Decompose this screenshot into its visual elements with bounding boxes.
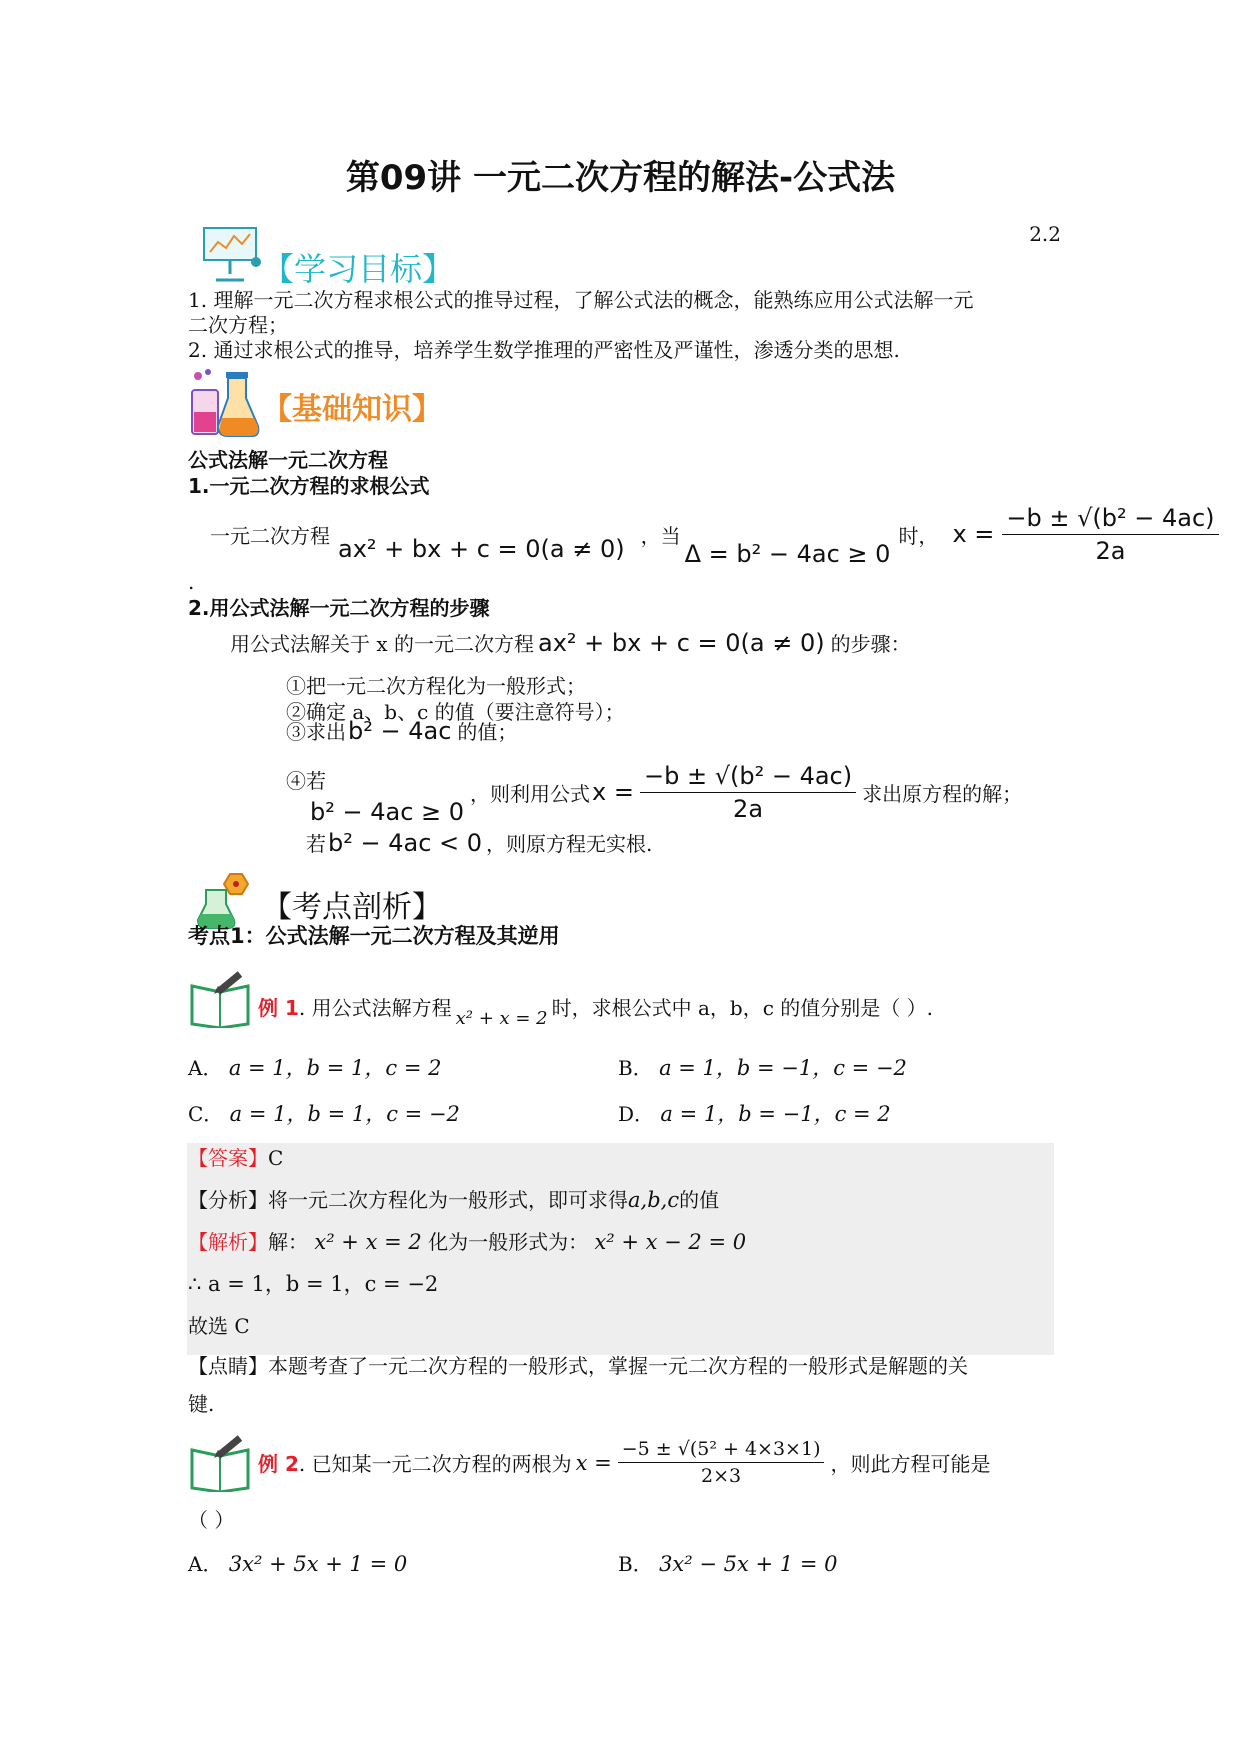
answer-tag: 【答案】 (188, 1146, 268, 1170)
analysis-tag: 【分析】 (188, 1188, 268, 1212)
step-4-x: x = (592, 778, 634, 806)
formula-pre: 一元二次方程 (210, 523, 330, 548)
comment-tag: 【点睛】 (188, 1354, 268, 1378)
steps-intro (230, 628, 911, 657)
step-5-equation: b² − 4ac < 0 (328, 828, 483, 857)
analysis-heading: 【考点剖析】 (262, 890, 442, 925)
step-4-numerator: −b ± √(b² − 4ac) (640, 762, 856, 793)
example-2-stem-post: ，则此方程可能是 (830, 1452, 991, 1476)
basics-heading: 【基础知识】 (262, 392, 442, 427)
solution-pre: 解： (268, 1230, 308, 1254)
comment-text-1: 本题考查了一元二次方程的一般形式，掌握一元二次方程的一般形式是解题的关 (268, 1354, 968, 1378)
example-1-option-a (188, 1052, 441, 1082)
step-5 (306, 828, 652, 857)
example-2-numerator: −5 ± √(5² + 4×3×1) (618, 1438, 825, 1463)
formula-equation: ax² + bx + c = 0(a ≠ 0) (338, 535, 625, 563)
example-1-option-b (618, 1052, 907, 1082)
solution-mid: 化为一般形式为： (428, 1230, 589, 1254)
steps-intro-post: 的步骤： (830, 632, 911, 656)
ex2-option-a-value: 3x² + 5x + 1 = 0 (228, 1552, 408, 1576)
page-title: 第09讲 一元二次方程的解法-公式法 (345, 158, 896, 198)
step-4-fraction (640, 762, 856, 823)
formula-condition: Δ = b² − 4ac ≥ 0 (684, 540, 891, 568)
solution-tag: 【解析】 (188, 1230, 268, 1254)
step-5-post: ，则原方程无实根. (486, 832, 653, 856)
book-pencil-icon (188, 968, 254, 1032)
formula-fraction (1002, 504, 1218, 565)
goal-line-1: 1. 理解一元二次方程求根公式的推导过程，了解公式法的概念，能熟练应用公式法解一元 (188, 288, 974, 312)
solution-eq-1: x² + x = 2 (314, 1230, 422, 1254)
formula-numerator: −b ± √(b² − 4ac) (1002, 504, 1218, 535)
basics-topic: 公式法解一元二次方程 (188, 448, 388, 472)
example-2-denominator: 2×3 (701, 1465, 742, 1487)
option-d-value: a = 1，b = −1，c = 2 (660, 1102, 891, 1126)
step-4-pre: ④若 (286, 768, 326, 793)
therefore-line: ∴ a = 1，b = 1，c = −2 (188, 1272, 439, 1296)
board-icon (196, 222, 266, 288)
option-a-label: A． (188, 1056, 223, 1080)
example-2-option-a (188, 1548, 407, 1577)
goals-heading: 【学习目标】 (262, 250, 455, 288)
step-1: ①把一元二次方程化为一般形式； (286, 674, 586, 698)
option-b-value: a = 1，b = −1，c = −2 (659, 1056, 907, 1080)
example-1-stem-pre: . 用公式法解方程 (298, 996, 452, 1020)
answer-line (188, 1142, 283, 1171)
step-4-post: 求出原方程的解； (862, 781, 1023, 806)
step-3-post: 的值； (457, 720, 518, 744)
example-1-label: 例 1 (258, 996, 299, 1020)
example-2-x: x = (575, 1450, 612, 1475)
example-1-equation: x² + x = 2 (455, 1008, 548, 1029)
formula-post: 时， (898, 523, 939, 548)
option-c-label: C． (188, 1102, 224, 1126)
step-3 (286, 716, 517, 745)
analysis-vars: a,b,c (628, 1188, 680, 1212)
example-2-option-b (618, 1548, 837, 1577)
ex2-option-b-value: 3x² − 5x + 1 = 0 (659, 1552, 838, 1576)
option-d-label: D． (618, 1102, 655, 1126)
answer-value: C (268, 1146, 284, 1170)
page-number: 2.2 (1029, 222, 1061, 246)
ex2-option-b-label: B． (618, 1552, 653, 1576)
step-2: ②确定 a、b、c 的值（要注意符号）； (286, 700, 625, 724)
ex2-option-a-label: A． (188, 1552, 223, 1576)
example-1-option-c (188, 1098, 460, 1128)
example-1-stem-post: 时，求根公式中 a，b，c 的值分别是（ ）. (551, 996, 933, 1020)
example-2-label: 例 2 (258, 1452, 299, 1476)
step-4-mid: ，则利用公式 (470, 781, 591, 806)
example-2-stem (258, 1438, 990, 1487)
analysis-line (188, 1184, 719, 1213)
flask-icon (188, 368, 262, 444)
root-formula-line (210, 500, 1219, 568)
choose-line: 故选 C (188, 1314, 250, 1338)
analysis-point-1: 考点1：公式法解一元二次方程及其逆用 (188, 924, 560, 948)
formula-denominator: 2a (1095, 536, 1126, 565)
solution-eq-2: x² + x − 2 = 0 (594, 1230, 747, 1254)
formula-mid: ，当 (640, 523, 681, 548)
example-1-option-d (618, 1098, 891, 1128)
goal-line-3: 2. 通过求根公式的推导，培养学生数学推理的严密性及严谨性，渗透分类的思想. (188, 338, 900, 362)
step-3-equation: b² − 4ac (348, 716, 452, 745)
goal-line-2: 二次方程； (188, 313, 288, 337)
option-c-value: a = 1，b = 1，c = −2 (229, 1102, 460, 1126)
example-1-stem (258, 984, 933, 1029)
steps-intro-pre: 用公式法解关于 x 的一元二次方程 (230, 632, 534, 656)
solution-line (188, 1226, 746, 1255)
step-4-condition: b² − 4ac ≥ 0 (310, 798, 465, 826)
analysis-text: 将一元二次方程化为一般形式，即可求得 (268, 1188, 628, 1212)
steps-intro-equation: ax² + bx + c = 0(a ≠ 0) (538, 628, 825, 657)
comment-line-2: 键. (188, 1392, 215, 1416)
step-4 (286, 758, 1022, 826)
basics-sub2: 2.用公式法解一元二次方程的步骤 (188, 596, 490, 620)
example-2-stem-pre: . 已知某一元二次方程的两根为 (298, 1452, 572, 1476)
book-pencil-icon (188, 1432, 254, 1496)
example-2-blank: （ ） (188, 1508, 235, 1532)
formula-x: x = (952, 520, 995, 548)
step-4-denominator: 2a (733, 794, 764, 823)
comment-line-1 (188, 1350, 968, 1379)
option-a-value: a = 1，b = 1，c = 2 (228, 1056, 442, 1080)
basics-sub1: 1.一元二次方程的求根公式 (188, 474, 430, 498)
stray-dot: . (188, 570, 195, 594)
analysis-post: 的值 (679, 1188, 720, 1212)
example-2-fraction (618, 1438, 825, 1487)
option-b-label: B． (618, 1056, 653, 1080)
step-3-pre: ③求出 (286, 720, 346, 744)
step-5-pre: 若 (306, 832, 326, 856)
